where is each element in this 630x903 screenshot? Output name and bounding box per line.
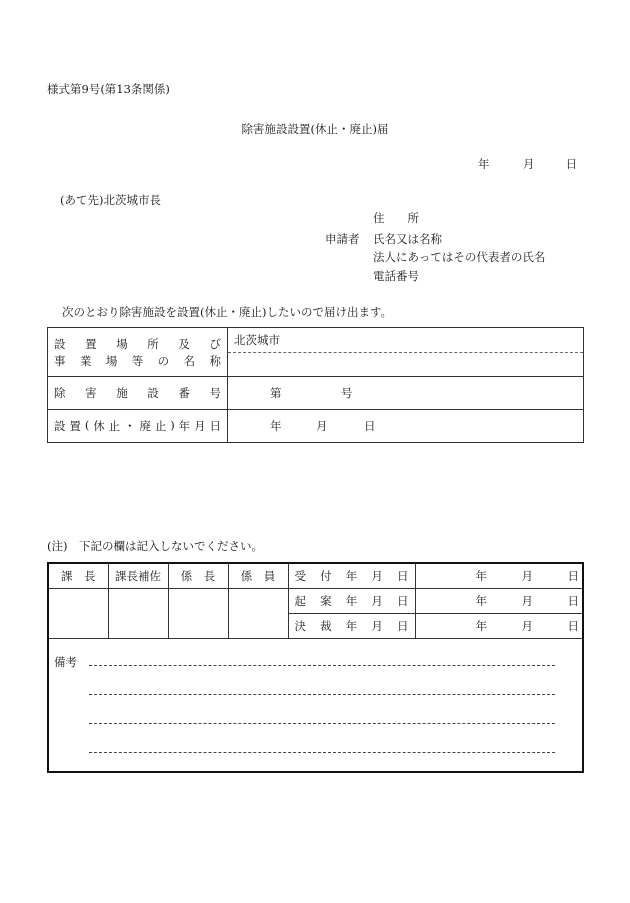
header-staff: 係 員: [228, 563, 288, 588]
install-month: 月: [316, 419, 328, 433]
addressee: (あて先)北茨城市長: [60, 193, 161, 207]
install-date-value-cell[interactable]: [228, 410, 584, 443]
header-section-chief: 課 長: [48, 563, 108, 588]
intro-text: 次のとおり除害施設を設置(休止・廃止)したいので届け出ます。: [62, 305, 393, 319]
install-date-label-cell: [48, 410, 228, 443]
remarks-line: [89, 752, 555, 753]
remarks-line: [89, 694, 555, 695]
table-row: [48, 377, 584, 410]
note-text: (注) 下記の欄は記入しないでください。: [47, 539, 263, 553]
date-day-label: 日: [565, 157, 578, 171]
decide-date[interactable]: 年 月 日: [415, 613, 583, 638]
header-subsection-chief: 係 長: [168, 563, 228, 588]
receive-label: 受 付 年 月 日: [288, 563, 415, 588]
remarks-line: [89, 665, 555, 666]
location-name-field[interactable]: [228, 353, 583, 376]
facility-number-value-cell[interactable]: [228, 377, 584, 410]
stamp-subsection-chief[interactable]: [168, 588, 228, 638]
table-row: [48, 328, 584, 377]
form-number: 様式第9号(第13条関係): [47, 82, 170, 96]
date-month-label: 月: [522, 157, 535, 171]
receive-date[interactable]: 年 月 日: [415, 563, 583, 588]
document-title: 除害施設設置(休止・廃止)届: [241, 122, 389, 136]
applicant-name-label: 氏名又は名称: [373, 232, 442, 246]
table-row: [48, 410, 584, 443]
draft-label: 起 案 年 月 日: [288, 588, 415, 613]
location-city: 北茨城市: [228, 328, 583, 353]
install-date-label: 設 置 ( 休 止 ・ 廃 止 ) 年 月 日: [54, 418, 221, 433]
number-dai: 第: [270, 386, 282, 400]
location-label-line1: 設 置 場 所 及 び: [54, 336, 221, 351]
office-use-table: [47, 562, 584, 773]
stamp-assistant-chief[interactable]: [108, 588, 168, 638]
remarks-cell[interactable]: [48, 638, 583, 772]
facility-number-label-cell: [48, 377, 228, 410]
submission-date: [478, 156, 577, 172]
stamp-staff[interactable]: [228, 588, 288, 638]
table-row: [48, 638, 583, 772]
facility-table: [47, 327, 584, 443]
applicant-label: 申請者: [325, 232, 360, 246]
applicant-address-label: 住 所: [373, 211, 419, 225]
date-year-label: 年: [478, 157, 490, 171]
table-row: [48, 588, 583, 613]
table-row: [48, 563, 583, 588]
location-label-line2: 事 業 場 等 の 名 称: [54, 353, 221, 368]
install-year: 年: [270, 419, 282, 433]
header-assistant-chief: 課長補佐: [108, 563, 168, 588]
applicant-phone-label: 電話番号: [373, 269, 419, 283]
remarks-label: 備考: [54, 654, 77, 669]
location-value-cell[interactable]: [228, 328, 584, 377]
applicant-corporate-rep-label: 法人にあってはその代表者の氏名: [373, 250, 546, 264]
location-label-cell: [48, 328, 228, 377]
number-go: 号: [341, 386, 353, 400]
decide-label: 決 裁 年 月 日: [288, 613, 415, 638]
remarks-line: [89, 723, 555, 724]
stamp-section-chief[interactable]: [48, 588, 108, 638]
facility-number-label: 除 害 施 設 番 号: [54, 386, 221, 400]
draft-date[interactable]: 年 月 日: [415, 588, 583, 613]
install-day: 日: [364, 419, 376, 433]
